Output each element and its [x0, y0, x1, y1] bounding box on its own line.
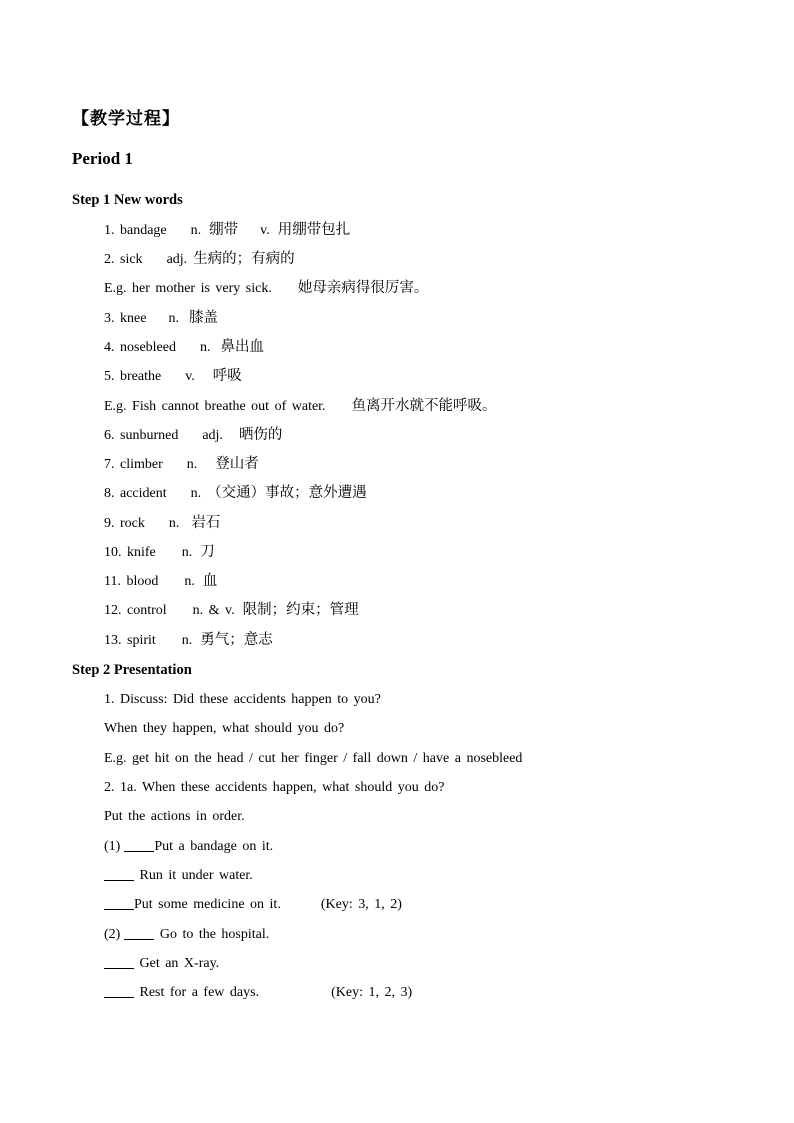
order-item-2-3: Rest for a few days. (Key: 1, 2, 3) [104, 982, 412, 1004]
vocab-line-7: 7. climber n. 登山者 [104, 456, 259, 472]
order-item-1-1: (1) Put a bandage on it. [104, 839, 274, 854]
answer-blank[interactable] [104, 895, 134, 910]
vocab-line-13: 13. spirit n. 勇气；意志 [104, 632, 273, 648]
order-item-2-2: Get an X-ray. [104, 953, 219, 975]
answer-blank[interactable] [104, 983, 134, 998]
vocab-line-11: 11. blood n. 血 [104, 573, 218, 589]
vocab-line-6: 6. sunburned adj. 晒伤的 [104, 427, 283, 443]
section-title: 【教学过程】 [72, 109, 180, 129]
order-item-2-1: (2) Go to the hospital. [104, 927, 270, 942]
step1-title: Step 1 New words [72, 192, 183, 208]
example-line-2: E.g. Fish cannot breathe out of water. 鱼离开水就不能呼吸。 [104, 398, 497, 414]
vocab-line-3: 3. knee n. 膝盖 [104, 310, 218, 326]
vocab-line-2: 2. sick adj. 生病的；有病的 [104, 251, 295, 267]
answer-blank[interactable] [124, 925, 154, 940]
presentation-line-1: 1. Discuss: Did these accidents happen to you? [104, 692, 381, 707]
answer-blank[interactable] [124, 837, 154, 852]
presentation-line-3: E.g. get hit on the head / cut her finger / fall down / have a nosebleed [104, 751, 523, 766]
vocab-line-1: 1. bandage n. 绷带 v. 用绷带包扎 [104, 222, 351, 238]
presentation-line-2: When they happen, what should you do? [104, 721, 345, 736]
presentation-line-5: Put the actions in order. [104, 809, 245, 824]
vocab-line-5: 5. breathe v. 呼吸 [104, 368, 242, 384]
answer-blank[interactable] [104, 954, 134, 969]
vocab-line-12: 12. control n. & v. 限制；约束；管理 [104, 602, 359, 618]
answer-key-1: (Key: 3, 1, 2) [320, 897, 402, 912]
presentation-line-4: 2. 1a. When these accidents happen, what should you do? [104, 780, 445, 795]
period-title: Period 1 [72, 149, 133, 168]
vocab-line-8: 8. accident n. （交通）事故；意外遭遇 [104, 485, 367, 501]
vocab-line-10: 10. knife n. 刀 [104, 544, 215, 560]
answer-key-2: (Key: 1, 2, 3) [331, 985, 413, 1000]
order-item-1-3: Put some medicine on it. (Key: 3, 1, 2) [104, 894, 402, 916]
example-line-1: E.g. her mother is very sick. 她母亲病得很厉害。 [104, 280, 429, 296]
answer-blank[interactable] [104, 866, 134, 881]
vocab-line-9: 9. rock n. 岩石 [104, 515, 221, 531]
vocab-line-4: 4. nosebleed n. 鼻出血 [104, 339, 264, 355]
step2-title: Step 2 Presentation [72, 662, 192, 678]
order-item-1-2: Run it under water. [104, 865, 253, 887]
